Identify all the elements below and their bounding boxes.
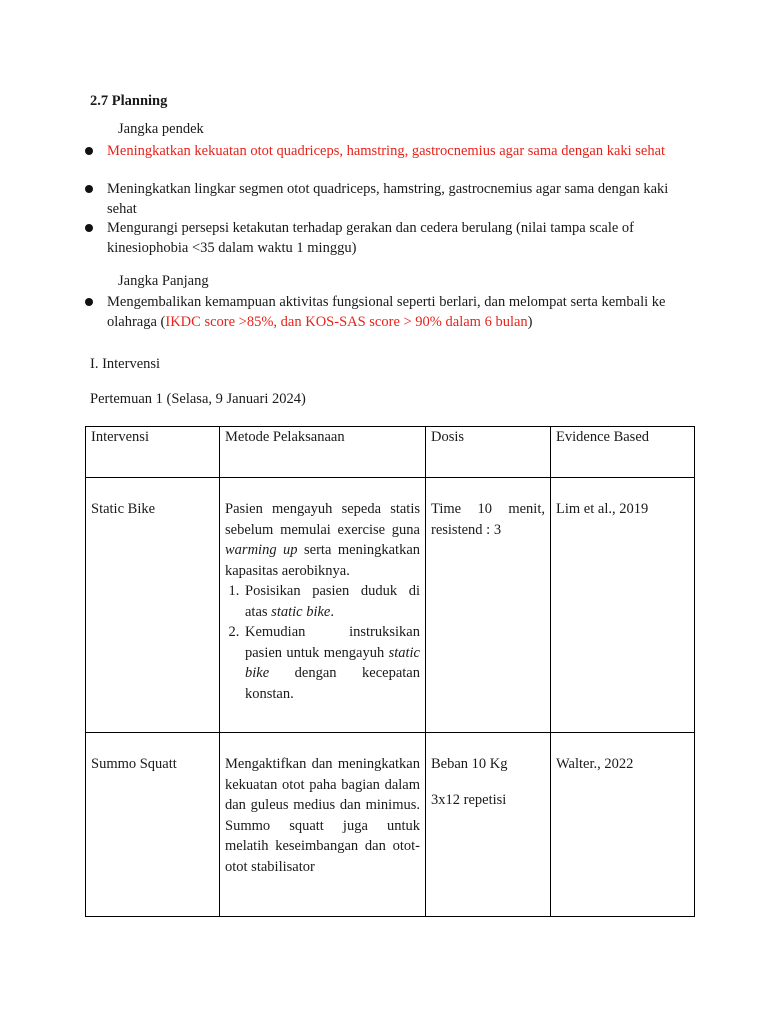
dose-reps: 3x12 repetisi [431, 791, 507, 808]
method-description: Pasien mengayuh sepeda statis sebelum memulai exercise guna warming up serta meningkatkan kapasitas aerobiknya. [225, 501, 420, 579]
table-header-cell: Intervensi [86, 427, 220, 478]
dose-load: Beban 10 Kg [431, 756, 508, 772]
short-term-item-1 [83, 142, 683, 162]
method-cell [220, 478, 426, 733]
intervention-heading: I. Intervensi [90, 356, 161, 372]
short-term-item-3 [83, 219, 683, 258]
short-term-label: Jangka pendek [118, 121, 204, 137]
short-term-item-text: Meningkatkan kekuatan otot quadriceps, hamstring, gastrocnemius agar sama dengan kaki sehat [107, 143, 666, 159]
method-steps [225, 581, 420, 704]
table-row [86, 733, 695, 917]
bullet-icon [83, 180, 107, 219]
evidence-cell: Lim et al., 2019 [551, 478, 695, 733]
dose-cell [426, 733, 551, 917]
bullet-icon [83, 293, 107, 332]
long-term-item-text [107, 293, 683, 332]
intervention-name: Static Bike [86, 478, 220, 733]
method-cell: Mengaktifkan dan meningkatkan kekuatan otot paha bagian dalam dan guleus medius dan minimus. Summo squatt juga untuk melatih keseimbangan dan otot-otot stabilisator [220, 733, 426, 917]
bullet-icon [83, 219, 107, 258]
section-heading: 2.7 Planning [90, 93, 168, 109]
intervention-name: Summo Squatt [86, 733, 220, 917]
dose-cell [426, 478, 551, 733]
long-term-item-prefix: Mengembalikan kemampuan aktivitas fungsional seperti berlari, dan melompat serta kembali ke olahraga ( [107, 294, 666, 330]
intervention-table [85, 426, 695, 917]
method-step: 1. Posisikan pasien duduk di atas static bike. [243, 581, 420, 622]
session-label: Pertemuan 1 (Selasa, 9 Januari 2024) [90, 391, 306, 407]
bullet-icon [83, 142, 107, 162]
table-header-cell: Dosis [426, 427, 551, 478]
table-header-row [86, 427, 695, 478]
long-term-item-suffix: ) [527, 313, 533, 330]
short-term-item-text: Mengurangi persepsi ketakutan terhadap gerakan dan cedera berulang (nilai tampa scale of kinesiophobia <35 dalam waktu 1 minggu) [107, 220, 634, 256]
long-term-label: Jangka Panjang [118, 273, 209, 289]
short-term-item-2 [83, 180, 683, 219]
table-header-cell: Metode Pelaksanaan [220, 427, 426, 478]
short-term-item-text: Meningkatkan lingkar segmen otot quadriceps, hamstring, gastrocnemius agar sama dengan kaki sehat [107, 181, 669, 217]
evidence-cell: Walter., 2022 [551, 733, 695, 917]
table-header-cell: Evidence Based [551, 427, 695, 478]
dose-text: Time 10 menit, resistend : 3 [431, 501, 545, 538]
table-row [86, 478, 695, 733]
long-term-item-1 [83, 293, 683, 332]
method-step: 2. Kemudian instruksikan pasien untuk mengayuh static bike dengan kecepatan konstan. [243, 622, 420, 704]
long-term-item-highlight: IKDC score >85%, dan KOS-SAS score > 90% dalam 6 bulan [165, 313, 528, 330]
